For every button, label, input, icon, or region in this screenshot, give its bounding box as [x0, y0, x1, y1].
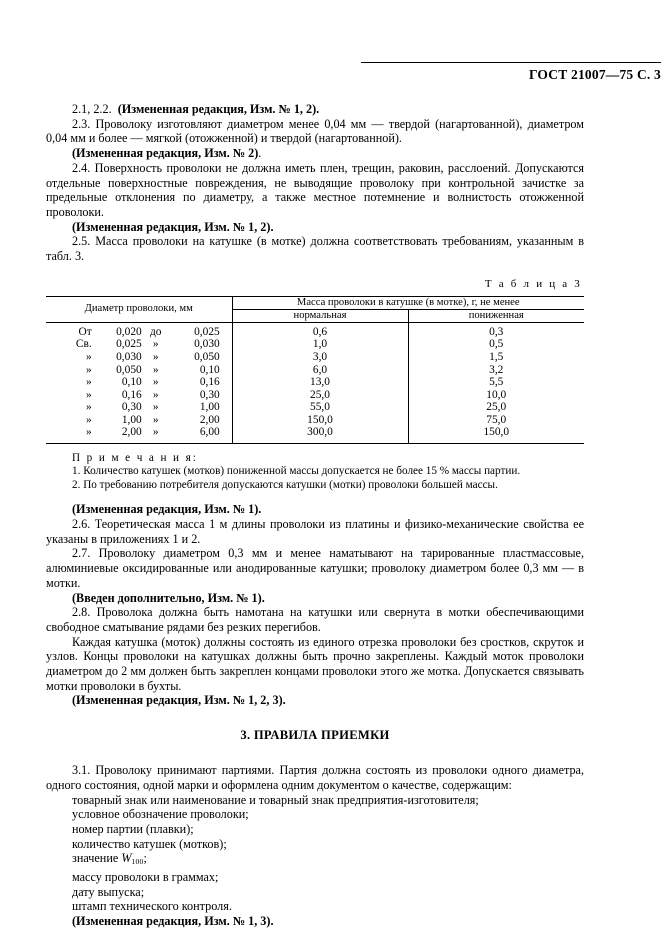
table-3-notes-title: П р и м е ч а н и я:	[72, 452, 198, 465]
cell-mass-lowered: 150,0	[408, 426, 584, 443]
list-item: штамп технического контроля.	[72, 899, 232, 914]
cell-diameter-range	[46, 389, 232, 402]
paragraph-2-8-continued: Каждая катушка (моток) должны состоять из единого отрезка проволоки без сростков, скруток и узлов. Концы проволоки на катушках должны быть прочно закреплены. Каждый моток проволоки диаметром до 2 мм должен быть закреплен концами проволоки этого же мотка. Допускается связывать мотки проволоки в бухты.	[46, 634, 584, 693]
table-3-notes-list	[46, 465, 584, 492]
diameter-prefix: »	[86, 401, 92, 414]
diameter-mid: »	[152, 413, 159, 426]
cell-diameter-range	[46, 414, 232, 427]
diameter-from: 0,020	[116, 325, 142, 338]
cell-mass-normal: 55,0	[232, 401, 408, 414]
table-row	[46, 401, 584, 414]
diameter-mid: »	[152, 376, 159, 389]
cell-mass-normal: 0,6	[232, 322, 408, 338]
diameter-to: 1,00	[199, 401, 220, 414]
cell-mass-lowered: 3,2	[408, 364, 584, 377]
diameter-mid: »	[152, 363, 159, 376]
table-row	[46, 414, 584, 427]
diameter-prefix: »	[86, 363, 92, 376]
running-head-rule	[361, 62, 661, 63]
amendment-note-2-3-period: .	[258, 146, 262, 161]
table-3-caption: Т а б л и ц а 3	[484, 277, 582, 290]
diameter-from: 0,050	[116, 363, 142, 376]
diameter-to: 0,10	[199, 363, 220, 376]
table-3-header-normal: нормальная	[232, 309, 408, 322]
paragraph-2-3: 2.3. Проволоку изготовляют диаметром менее 0,04 мм — твердой (нагартованной), диаметром 0,04 мм и более — мягкой (отожженной) и твердой (нагартованной).	[46, 116, 584, 146]
diameter-mid: до	[150, 325, 162, 338]
table-row	[46, 322, 584, 338]
page-content	[46, 102, 584, 929]
table-3-header-row-group	[46, 296, 584, 309]
paragraph-2-4-amendment: (Измененная редакция, Изм. № 1, 2).	[72, 219, 274, 234]
diameter-from: 0,030	[116, 350, 142, 363]
diameter-to: 0,16	[199, 376, 220, 389]
table-3	[46, 296, 584, 444]
diameter-prefix: От	[78, 325, 92, 338]
diameter-prefix: »	[86, 350, 92, 363]
paragraph-2-8: 2.8. Проволока должна быть намотана на катушки или свернута в мотки обеспечивающими свободное сматывание рядами без резких перегибов.	[46, 605, 584, 634]
list-item-w100-symbol: W	[121, 851, 132, 866]
table-3-header-lowered: пониженная	[408, 309, 584, 322]
table-3-amendment: (Измененная редакция, Изм. № 1).	[72, 502, 262, 517]
diameter-from: 1,00	[121, 413, 142, 426]
cell-diameter-range	[46, 401, 232, 414]
diameter-from: 0,16	[121, 388, 142, 401]
diameter-to: 2,00	[199, 413, 220, 426]
diameter-from: 0,10	[121, 376, 142, 389]
diameter-prefix: Св.	[75, 338, 92, 351]
running-head-text: ГОСТ 21007—75 С. 3	[528, 67, 661, 83]
cell-diameter-range	[46, 338, 232, 351]
cell-mass-lowered: 1,5	[408, 351, 584, 364]
list-item: номер партии (плавки);	[72, 821, 194, 836]
amendment-note-2-3: (Измененная редакция, Изм. № 2)	[72, 146, 259, 161]
diameter-mid: »	[152, 388, 159, 401]
diameter-prefix: »	[86, 376, 92, 389]
clause-2-1-2-2-amendment: (Измененная редакция, Изм. № 1, 2).	[117, 102, 320, 116]
diameter-mid: »	[152, 338, 159, 351]
list-item: массу проволоки в граммах;	[72, 870, 219, 885]
diameter-from: 0,025	[116, 338, 142, 351]
paragraph-2-5: 2.5. Масса проволоки на катушке (в мотке) должна соответствовать требованиям, указанным в табл. 3.	[46, 234, 584, 264]
cell-mass-normal: 13,0	[232, 376, 408, 389]
table-row	[46, 389, 584, 402]
diameter-from: 2,00	[121, 426, 142, 439]
cell-mass-normal: 25,0	[232, 389, 408, 402]
clause-2-1-2-2-number: 2.1, 2.2.	[72, 102, 112, 116]
cell-mass-lowered: 5,5	[408, 376, 584, 389]
list-item: товарный знак или наименование и товарный знак предприятия-изготовителя;	[72, 792, 479, 807]
table-3-head	[46, 296, 584, 322]
clause-3-1-list	[46, 793, 584, 915]
diameter-to: 0,050	[194, 350, 220, 363]
list-item-w100-suffix: ;	[143, 851, 147, 866]
cell-mass-normal: 1,0	[232, 338, 408, 351]
diameter-from: 0,30	[121, 401, 142, 414]
paragraph-2-3-amendment	[46, 146, 584, 161]
cell-mass-normal: 150,0	[232, 414, 408, 427]
cell-mass-lowered: 0,5	[408, 338, 584, 351]
diameter-to: 0,30	[199, 388, 220, 401]
page-running-head	[361, 62, 661, 83]
paragraph-2-6: 2.6. Теоретическая масса 1 м длины проволоки из платины и физико-механические свойства ее указаны в приложениях 1 и 2.	[46, 517, 584, 546]
cell-diameter-range	[46, 351, 232, 364]
list-item: количество катушек (мотков);	[72, 836, 227, 851]
paragraph-2-4: 2.4. Поверхность проволоки не должна иметь плен, трещин, раковин, расслоений. Допускаются отдельные поверхностные повреждения, не выводящие проволоку при контрольной зачистке за предельные отклонения по диаметру, а также местное потемнение и волнистость отожженной проволоки.	[46, 160, 584, 219]
cell-mass-normal: 6,0	[232, 364, 408, 377]
cell-diameter-range	[46, 426, 232, 443]
diameter-to: 0,030	[194, 338, 220, 351]
cell-diameter-range	[46, 364, 232, 377]
list-item: условное обозначение проволоки;	[72, 807, 249, 822]
table-3-header-diameter: Диаметр проволоки, мм	[46, 296, 232, 322]
section-3-title: 3. ПРАВИЛА ПРИЕМКИ	[240, 728, 390, 743]
cell-diameter-range	[46, 322, 232, 338]
cell-mass-normal: 3,0	[232, 351, 408, 364]
diameter-prefix: »	[86, 388, 92, 401]
paragraph-3-1: 3.1. Проволоку принимают партиями. Партия должна состоять из проволоки одного диаметра, одного состояния, одной марки и оформлена одним документом о качестве, содержащим:	[46, 763, 584, 792]
table-row	[46, 351, 584, 364]
list-item-w100-subscript: 100	[131, 857, 144, 867]
paragraph-2-7: 2.7. Проволоку диаметром 0,3 мм и менее наматывают на тарированные пластмассовые, алюминиевые оксидированные или анодированные катушки; проволоку диаметром более 0,3 мм — в мотки.	[46, 546, 584, 590]
table-3-header-mass-group: Масса проволоки в катушке (в мотке), г, не менее	[232, 296, 584, 309]
table-3-note-item: 2. По требованию потребителя допускаются катушки (мотки) проволоки большей массы.	[72, 478, 498, 491]
diameter-to: 0,025	[194, 325, 220, 338]
diameter-prefix: »	[86, 426, 92, 439]
table-3-body	[46, 322, 584, 443]
table-row	[46, 338, 584, 351]
diameter-to: 6,00	[199, 426, 220, 439]
cell-diameter-range	[46, 376, 232, 389]
list-item-w100-prefix: значение	[72, 851, 122, 866]
cell-mass-lowered: 75,0	[408, 414, 584, 427]
diameter-mid: »	[152, 350, 159, 363]
table-row	[46, 376, 584, 389]
diameter-mid: »	[152, 426, 159, 439]
list-item: дату выпуска;	[72, 884, 145, 899]
cell-mass-normal: 300,0	[232, 426, 408, 443]
table-row	[46, 426, 584, 443]
diameter-mid: »	[152, 401, 159, 414]
paragraph-3-1-amendment: (Измененная редакция, Изм. № 1, 3).	[72, 914, 274, 929]
paragraph-2-7-amendment: (Введен дополнительно, Изм. № 1).	[72, 590, 265, 605]
cell-mass-lowered: 10,0	[408, 389, 584, 402]
list-item-w100	[46, 851, 584, 870]
table-3-note-item: 1. Количество катушек (мотков) пониженной массы допускается не более 15 % массы партии.	[72, 465, 521, 478]
diameter-prefix: »	[86, 413, 92, 426]
table-row	[46, 364, 584, 377]
paragraph-2-8-amendment: (Измененная редакция, Изм. № 1, 2, 3).	[72, 693, 286, 708]
cell-mass-lowered: 0,3	[408, 322, 584, 338]
paragraph-2-1-2-2	[46, 102, 584, 117]
cell-mass-lowered: 25,0	[408, 401, 584, 414]
